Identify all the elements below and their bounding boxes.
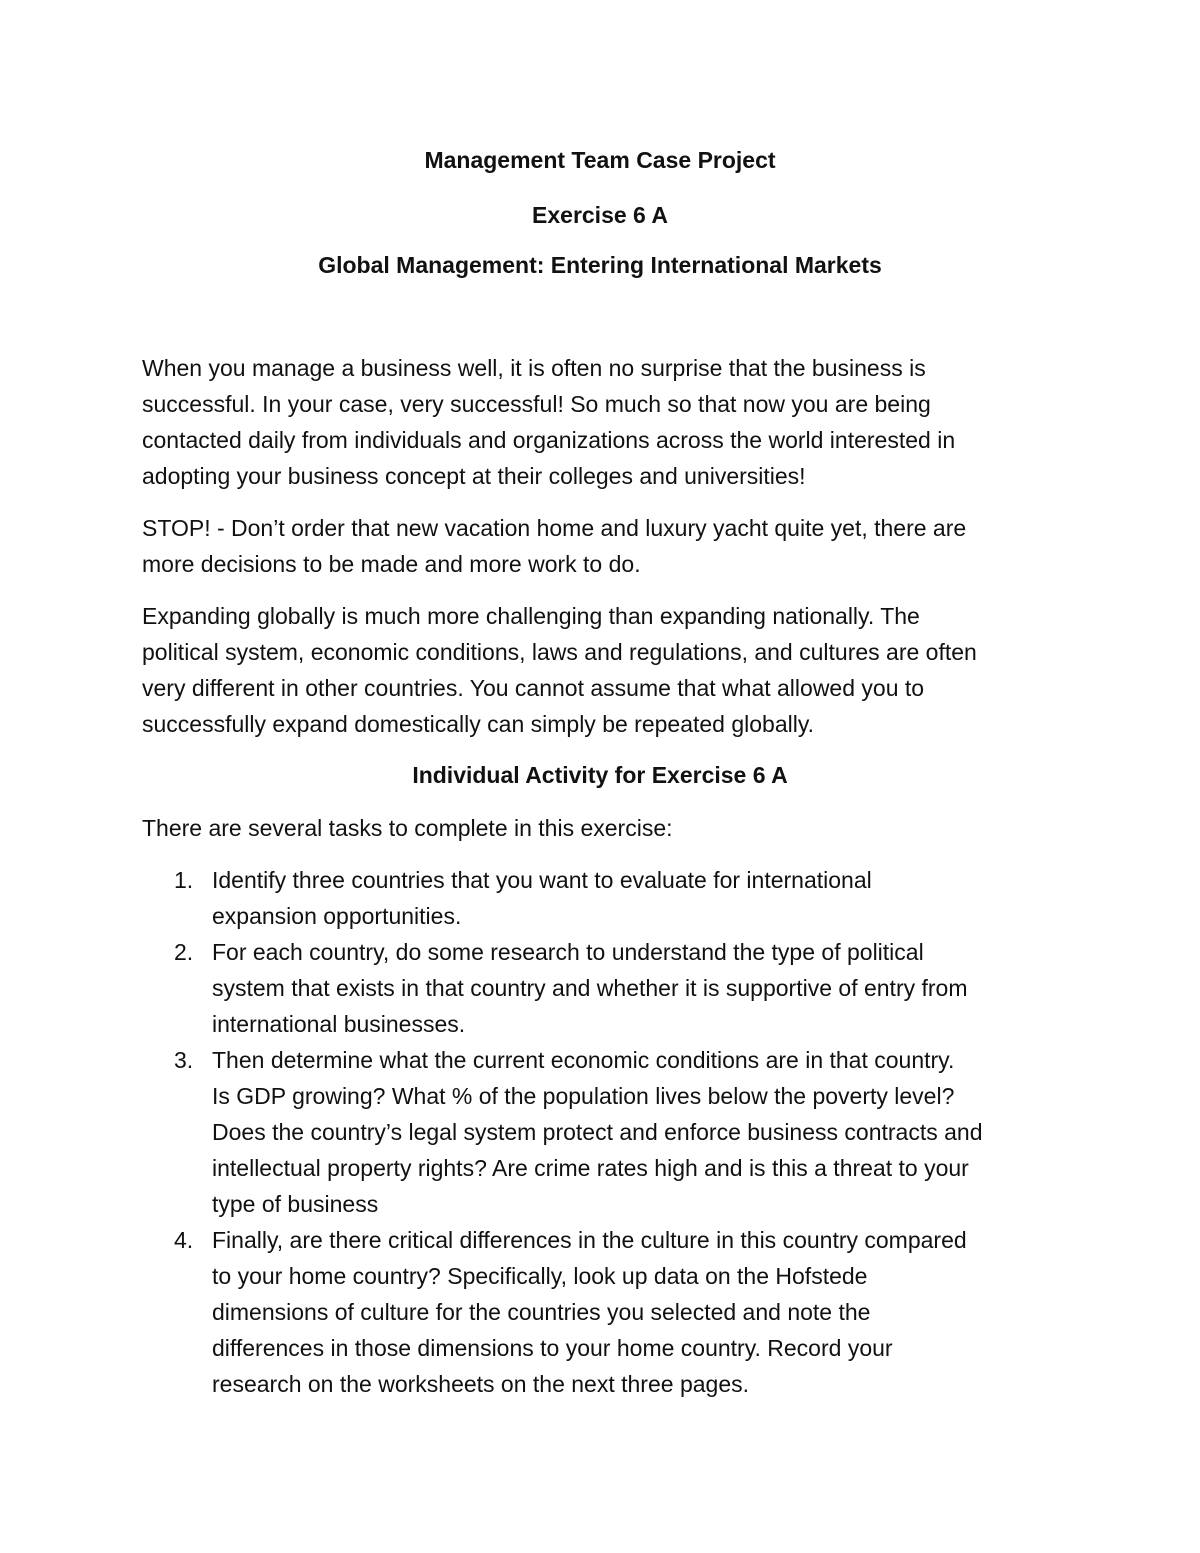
text-line: expansion opportunities. (212, 903, 462, 929)
text-line: contacted daily from individuals and organizations across the world interested in (142, 427, 956, 453)
text-line: Then determine what the current economic conditions are in that country. (212, 1047, 955, 1073)
text-line: research on the worksheets on the next three pages. (212, 1371, 749, 1397)
text-line: When you manage a business well, it is often no surprise that the business is (142, 355, 926, 381)
text-line: Expanding globally is much more challenging than expanding nationally. The (142, 603, 920, 629)
text-line: dimensions of culture for the countries you selected and note the (212, 1299, 871, 1325)
text-line: Finally, are there critical differences in the culture in this country compared (212, 1227, 967, 1253)
intro-paragraph-3 (142, 598, 1062, 742)
text-line: successful. In your case, very successful! So much so that now you are being (142, 391, 931, 417)
activity-heading: Individual Activity for Exercise 6 A (412, 762, 788, 788)
task-text (212, 934, 1082, 1042)
text-line: For each country, do some research to understand the type of political (212, 939, 924, 965)
text-line: to your home country? Specifically, look up data on the Hofstede (212, 1263, 868, 1289)
task-number: 1. (174, 867, 194, 893)
task-text (212, 1042, 1082, 1222)
document-subtitle: Global Management: Entering International Markets (318, 252, 882, 278)
intro-paragraph-1 (142, 350, 1062, 494)
text-line: STOP! - Don’t order that new vacation home and luxury yacht quite yet, there are (142, 515, 967, 541)
text-line: very different in other countries. You cannot assume that what allowed you to (142, 675, 925, 701)
exercise-label: Exercise 6 A (532, 202, 668, 228)
text-line: international businesses. (212, 1011, 466, 1037)
document-title: Management Team Case Project (424, 147, 776, 173)
task-text (212, 862, 1082, 934)
task-number: 2. (174, 939, 194, 965)
text-line: more decisions to be made and more work to do. (142, 551, 641, 577)
text-line: Does the country’s legal system protect and enforce business contracts and (212, 1119, 983, 1145)
task-number: 3. (174, 1047, 194, 1073)
text-line: political system, economic conditions, laws and regulations, and cultures are often (142, 639, 977, 665)
task-text (212, 1222, 1082, 1402)
text-line: Identify three countries that you want to evaluate for international (212, 867, 872, 893)
activity-lead: There are several tasks to complete in this exercise: (142, 815, 673, 841)
text-line: type of business (212, 1191, 379, 1217)
text-line: differences in those dimensions to your home country. Record your (212, 1335, 893, 1361)
text-line: successfully expand domestically can simply be repeated globally. (142, 711, 815, 737)
text-line: intellectual property rights? Are crime rates high and is this a threat to your (212, 1155, 969, 1181)
text-line: system that exists in that country and whether it is supportive of entry from (212, 975, 968, 1001)
text-line: Is GDP growing? What % of the population lives below the poverty level? (212, 1083, 955, 1109)
task-number: 4. (174, 1227, 194, 1253)
text-line: adopting your business concept at their colleges and universities! (142, 463, 806, 489)
intro-paragraph-2 (142, 510, 1062, 582)
